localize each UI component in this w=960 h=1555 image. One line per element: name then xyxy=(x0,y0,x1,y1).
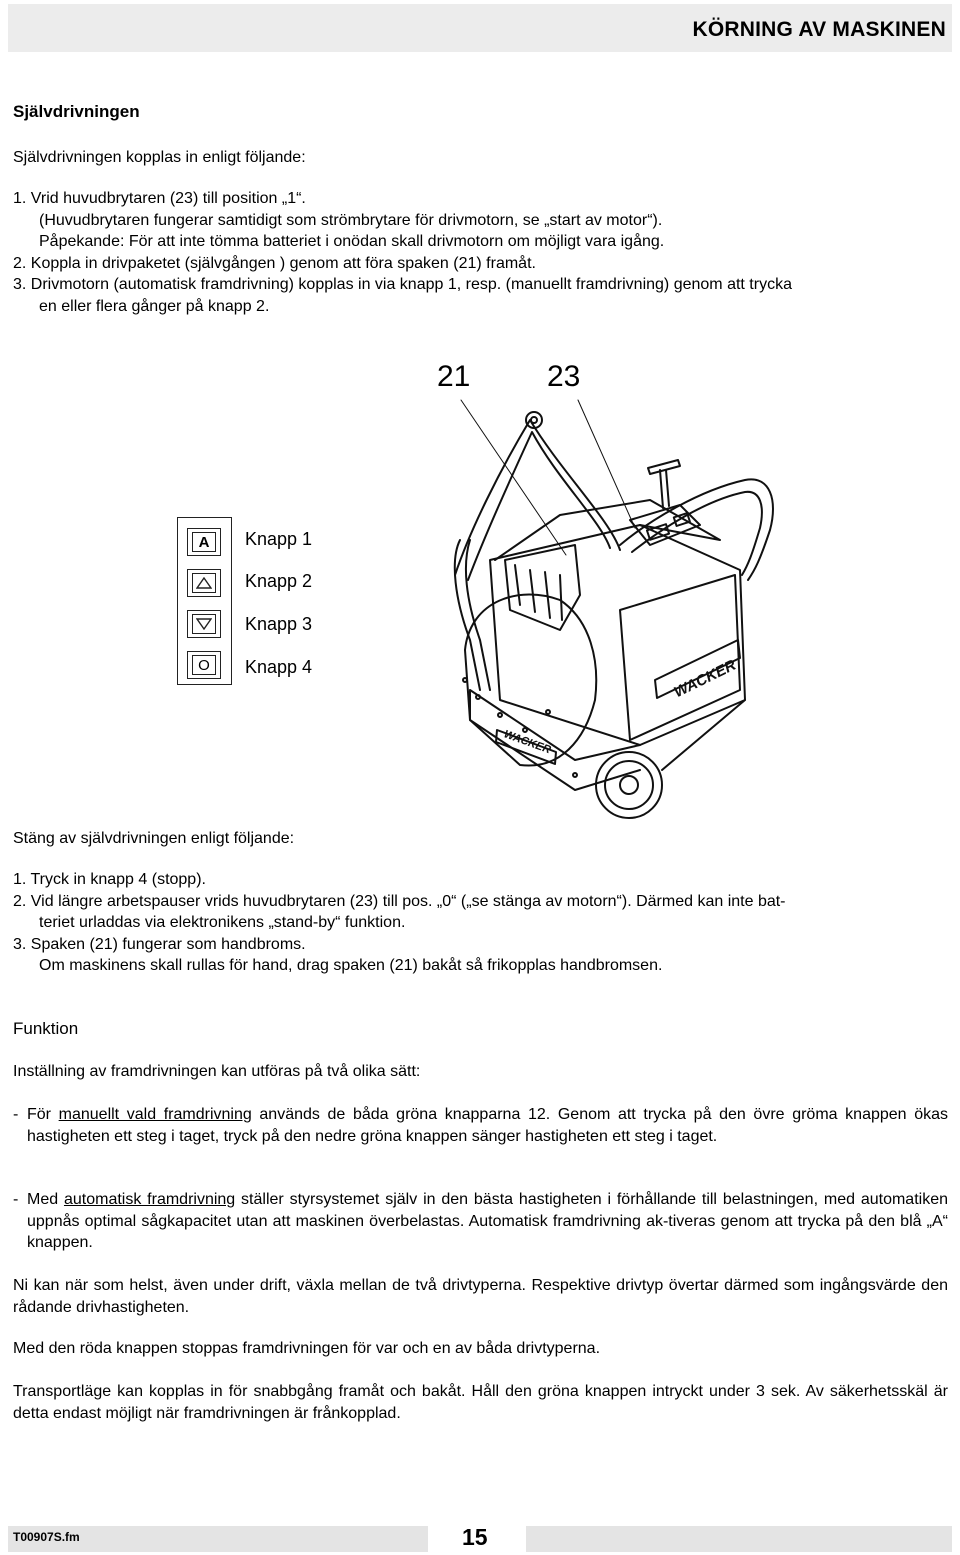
brand-logo-front: WACKER xyxy=(671,656,739,702)
list-item: 3. Drivmotorn (automatisk framdrivning) kopplas in via knapp 1, resp. (manuellt framdrivning) genom att trycka en eller flera gånger på knapp 2. xyxy=(13,276,792,315)
stop-steps xyxy=(13,869,786,977)
paragraph-switch: Ni kan när som helst, även under drift, växla mellan de två drivtyperna. Respektive drivtyp övertar därmed som ingångsvärde den rådande drivhastigheten. xyxy=(13,1277,948,1316)
list-item: 1. Vrid huvudbrytaren (23) till position „1“. (Huvudbrytaren fungerar samtidigt som strömbrytare för drivmotorn, se „start av motor“). Påpekande: För att inte tömma batteriet i onödan skall drivmotorn om möjligt vara igång. xyxy=(13,190,665,250)
callout-21: 21 xyxy=(437,360,471,393)
bullet-manual: - För manuellt vald framdrivning används de båda gröna knapparna 12. Genom att trycka på den övre gröma knappen ökas hastigheten ett steg i taget, tryck på den nedre gröna knappen sänger hastigheten ett steg i taget. xyxy=(13,1106,948,1145)
page-title: KÖRNING AV MASKINEN xyxy=(692,18,946,41)
triangle-down-icon xyxy=(192,614,216,634)
callout-23: 23 xyxy=(547,360,581,393)
circle-o-icon: O xyxy=(192,655,216,675)
triangle-up-icon xyxy=(192,573,216,593)
list-item: 2. Koppla in drivpaketet (självgången ) genom att föra spaken (21) framåt. xyxy=(13,254,536,272)
function-intro: Inställning av framdrivningen kan utföras på två olika sätt: xyxy=(13,1063,421,1080)
knapp-2-label: Knapp 2 xyxy=(245,571,313,591)
self-drive-intro: Självdrivningen kopplas in enligt följande: xyxy=(13,149,306,166)
knapp-4-button[interactable] xyxy=(187,651,221,679)
section-title-function: Funktion xyxy=(13,1019,79,1038)
knapp-2-button[interactable] xyxy=(187,569,221,597)
knapp-1-button[interactable] xyxy=(187,528,221,556)
knapp-3-label: Knapp 3 xyxy=(245,614,313,634)
section-title-self-drive: Självdrivningen xyxy=(13,102,140,121)
list-item: 1. Tryck in knapp 4 (stopp). xyxy=(13,871,206,888)
stop-intro: Stäng av självdrivningen enligt följande: xyxy=(13,830,295,847)
bullet-automatic: - Med automatisk framdrivning ställer styrsystemet själv in den bästa hastigheten i förhållande till belastningen, med automatiken uppnås optimal sågkapacitet utan att maskinen överbelastas. Automatisk framdrivning ak-tiveras genom att trycka på den blå „A“ knappen. xyxy=(13,1191,948,1251)
page-number: 15 xyxy=(462,1524,488,1550)
knapp-4-label: Knapp 4 xyxy=(245,657,313,677)
list-item: 3. Spaken (21) fungerar som handbroms. Om maskinens skall rullas för hand, drag spaken (21) bakåt så frikopplas handbromsen. xyxy=(13,935,663,974)
leader-line-21 xyxy=(461,400,566,555)
letter-a-icon: A xyxy=(192,532,216,552)
knapp-3-button[interactable] xyxy=(187,610,221,638)
list-item: 2. Vid längre arbetspauser vrids huvudbrytaren (23) till pos. „0“ („se stänga av motorn“). Därmed kan inte bat- teriet urladdas via elektronikens „stand-by“ funktion. xyxy=(13,892,786,931)
paragraph-transport: Transportläge kan kopplas in för snabbgång framåt och bakåt. Håll den gröna knappen intryckt under 3 sek. Av säkerhetsskäl är detta endast möjligt när framdrivningen är frånkopplad. xyxy=(13,1383,948,1422)
footer-band-right xyxy=(526,1526,952,1552)
footer-filename: T00907S.fm xyxy=(13,1530,80,1544)
control-panel xyxy=(177,517,232,685)
paragraph-red-button: Med den röda knappen stoppas framdrivningen för var och en av båda drivtyperna. xyxy=(13,1340,601,1357)
brand-logo-side: WACKER xyxy=(502,728,553,757)
knapp-1-label: Knapp 1 xyxy=(245,529,313,549)
